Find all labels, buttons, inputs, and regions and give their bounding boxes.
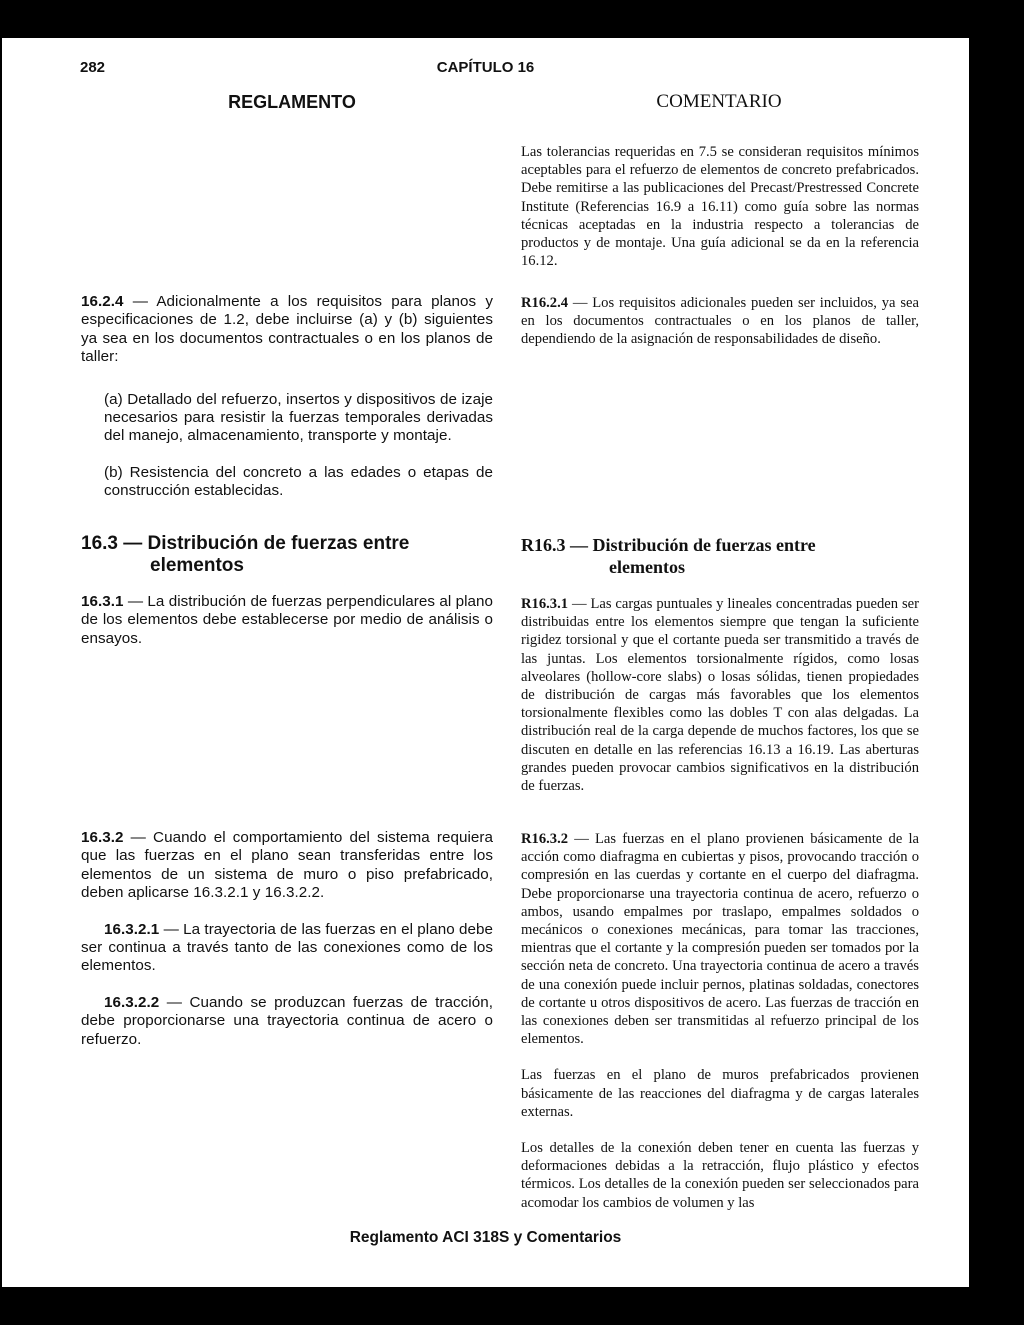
section-text: — Cuando el comportamiento del sistema requiera que las fuerzas en el plano sean transferidas entre los elementos de un sistema de muro o piso prefabricado, deben aplicarse 16.3.2.1 y 16.3.2.2. xyxy=(81,829,493,902)
section-title-line2: elementos xyxy=(150,555,244,576)
document-page xyxy=(2,38,969,1287)
chapter-title: CAPÍTULO 16 xyxy=(436,59,535,76)
section-text: — Los requisitos adicionales pueden ser incluidos, ya sea en los documentos contractuales o en los planos de taller, dependiendo de la asignación de responsabilidades de diseño. xyxy=(521,295,919,348)
section-number: 16.3.2.2 xyxy=(104,993,160,1011)
section-16-3-2 xyxy=(81,829,493,1049)
section-16-2-4 xyxy=(81,293,493,501)
section-number: 16.3.2 xyxy=(81,829,124,846)
commentary-r16-3-2 xyxy=(521,830,919,1212)
section-title-line1: R16.3 — Distribución de fuerzas entre xyxy=(521,535,816,555)
section-number: 16.3.1 xyxy=(81,593,124,610)
commentary-r16-2-4 xyxy=(521,294,919,349)
section-number: R16.3.1 xyxy=(521,596,569,612)
section-number: R16.3.2 xyxy=(521,831,569,847)
section-paragraph xyxy=(521,830,919,1048)
commentary-connection-details-paragraph: Los detalles de la conexión deben tener en cuenta las fuerzas y deformaciones debidas a la retracción, flujo plástico y efectos térmicos. Los detalles de la conexión pueden ser seleccionados para acomodar los cambios de volumen y las xyxy=(521,1140,919,1211)
section-text: — La distribución de fuerzas perpendiculares al plano de los elementos debe establecerse por medio de análisis o ensayos. xyxy=(81,593,493,647)
commentary-tolerances xyxy=(521,143,919,270)
section-text: — Cuando se produzcan fuerzas de tracción, debe proporcionarse una trayectoria continua de acero o refuerzo. xyxy=(81,993,493,1048)
list-item-a: (a) Detallado del refuerzo, insertos y dispositivos de izaje necesarios para resistir la fuerzas temporales derivadas del manejo, almacenamiento, transporte y montaje. xyxy=(104,390,493,445)
column-heading-comentario: COMENTARIO xyxy=(656,91,782,112)
commentary-walls-paragraph: Las fuerzas en el plano de muros prefabricados provienen básicamente de las reacciones del diafragma y de cargas laterales externas. xyxy=(521,1067,919,1120)
paragraph-text: Las tolerancias requeridas en 7.5 se consideran requisitos mínimos aceptables para el refuerzo de elementos de concreto prefabricados. Debe remitirse a las publicaciones del Precast/Prestressed Concrete Institute (Referencias 16.9 a 16.11) como guía sobre las normas técnicas aceptadas en la industria respecto a tolerancias de productos y de montaje. Una guía adicional se da en la referencia 16.12. xyxy=(521,144,919,270)
section-16-3-2-2 xyxy=(81,994,493,1049)
section-title-line1: 16.3 — Distribución de fuerzas entre xyxy=(81,533,410,554)
commentary-r16-3-1 xyxy=(521,595,919,795)
section-text: — Las fuerzas en el plano provienen básicamente de la acción como diafragma en cubiertas y pisos, provocando tracción o compresión en las cuerdas y cortante en el cuerpo del diafragma. Debe proporcionarse una trayectoria continua de acero, refuerzo o ambos, usando empalmes por traslapo, empalmes soldados o mecánicos o conexiones mecánicas, para tomar las tracciones, mientras que el cortante y la compresión pueden ser tomados por la sección neta de concreto. Una trayectoria continua de acero a través de una conexión puede incluir pernos, platinas soldadas, conectores de cortante u otros dispositivos de acero. Las fuerzas de tracción en las conexiones deben ser transmitidas al refuerzo principal de los elementos. xyxy=(521,831,919,1048)
section-title-r16-3 xyxy=(521,534,921,578)
section-paragraph xyxy=(521,294,919,349)
section-paragraph xyxy=(81,593,493,648)
section-paragraph xyxy=(81,293,493,367)
section-16-3-2-1 xyxy=(81,921,493,976)
list-item-b: (b) Resistencia del concreto a las edades o etapas de construcción establecidas. xyxy=(104,463,493,500)
section-title-16-3 xyxy=(81,533,501,577)
section-number: 16.3.2.1 xyxy=(104,920,160,938)
section-number: 16.2.4 xyxy=(81,293,124,310)
section-paragraph xyxy=(81,829,493,903)
section-16-3-1 xyxy=(81,593,493,648)
section-text: — La trayectoria de las fuerzas en el plano debe ser continua a través tanto de las conexiones como de los elementos. xyxy=(81,920,493,975)
section-paragraph xyxy=(521,595,919,795)
column-heading-reglamento: REGLAMENTO xyxy=(228,92,356,112)
section-title-line2: elementos xyxy=(609,557,685,577)
section-text: — Adicionalmente a los requisitos para planos y especificaciones de 1.2, debe incluirse (a) y (b) siguientes ya sea en los documentos contractuales o en los planos de taller: xyxy=(81,293,493,366)
footer-title: Reglamento ACI 318S y Comentarios xyxy=(349,1229,622,1246)
page-number: 282 xyxy=(80,59,106,76)
section-number: R16.2.4 xyxy=(521,295,569,311)
section-text: — Las cargas puntuales y lineales concentradas pueden ser distribuidas entre los elementos siempre que tengan la suficiente rigidez torsional y que el cortante pueda ser transmitido a través de las juntas. Los elementos torsionalmente rígidos, como losas alveolares (hollow-core slabs) o losas sólidas, tienen propiedades de distribución de cargas más favorables que los elementos torsionalmente flexibles como las dobles T con alas delgadas. La distribución real de la carga depende de muchos factores, los que se discuten en detalle en las referencias 16.13 a 16.19. Las aberturas grandes pueden provocar cambios significativos en la distribución de fuerzas. xyxy=(521,596,919,795)
